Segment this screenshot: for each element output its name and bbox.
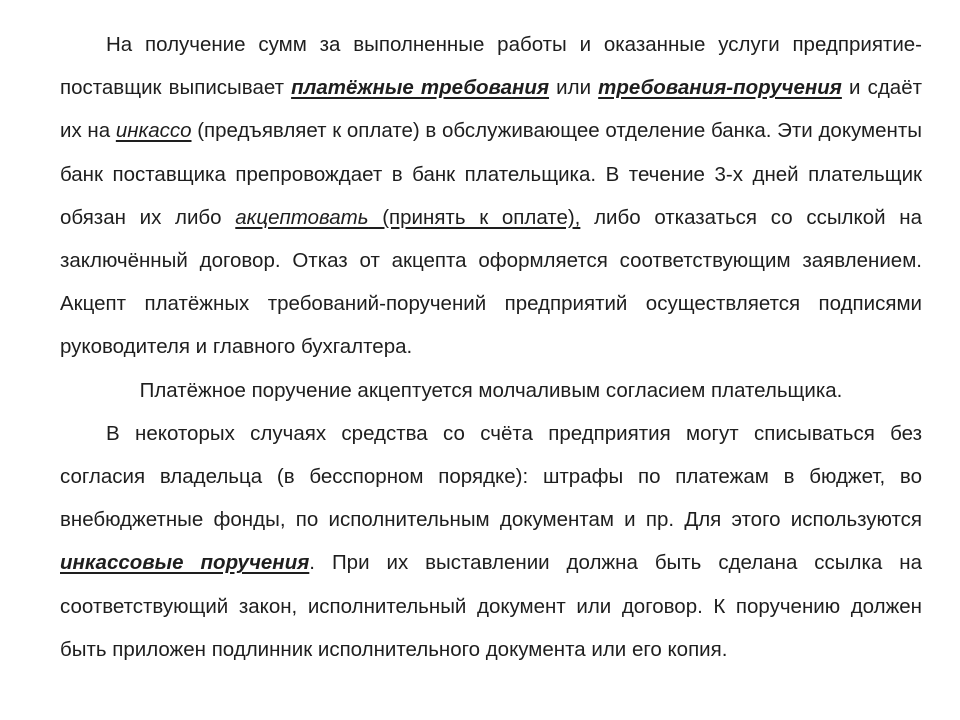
term-collection-orders: инкассовые поручения [60, 551, 310, 575]
term-accept: акцептовать [235, 205, 369, 229]
paragraph-1 [60, 23, 922, 369]
p3-text-1: В некоторых случаях средства со счёта предприятия могут списываться без согласия владельца (в бесспорном порядке): штрафы по платежам в бюджет, во внебюджетные фонды, по исполнительным документам и пр. Для этого используются [60, 421, 922, 532]
paragraph-2: Платёжное поручение акцептуется молчаливым согласием плательщика. [139, 378, 843, 402]
p1-text-5: либо отказаться со ссылкой на заключённый договор. Отказ от акцепта оформляется соответствующим заявлением. Акцепт платёжных требований-поручений предприятий осуществляется подписями руководителя и главного бухгалтера. [60, 205, 922, 359]
document-body [60, 23, 922, 671]
term-demand-orders: требования-поручения [598, 76, 842, 100]
term-accept-note: (принять к оплате), [368, 205, 581, 229]
p1-text-1: На получение сумм за выполненные работы и оказанные услуги предприятие-поставщик выписывает [60, 33, 922, 100]
p3-text-2: . При их выставлении должна быть сделана ссылка на соответствующий закон, исполнительный документ или договор. К поручению должен быть приложен подлинник исполнительного документа или его копия. [60, 551, 922, 661]
p1-text-2: или [549, 76, 599, 100]
paragraph-3 [60, 412, 922, 671]
p1-text-4: (предъявляет к оплате) в обслуживающее отделение банка. Эти документы банк поставщика препровождает в банк плательщика. В течение 3-х дней плательщик обязан их либо [60, 119, 922, 229]
term-payment-demands: платёжные требования [291, 76, 550, 100]
term-collection: инкассо [115, 119, 192, 143]
p1-text-3: и сдаёт их на [60, 76, 922, 143]
